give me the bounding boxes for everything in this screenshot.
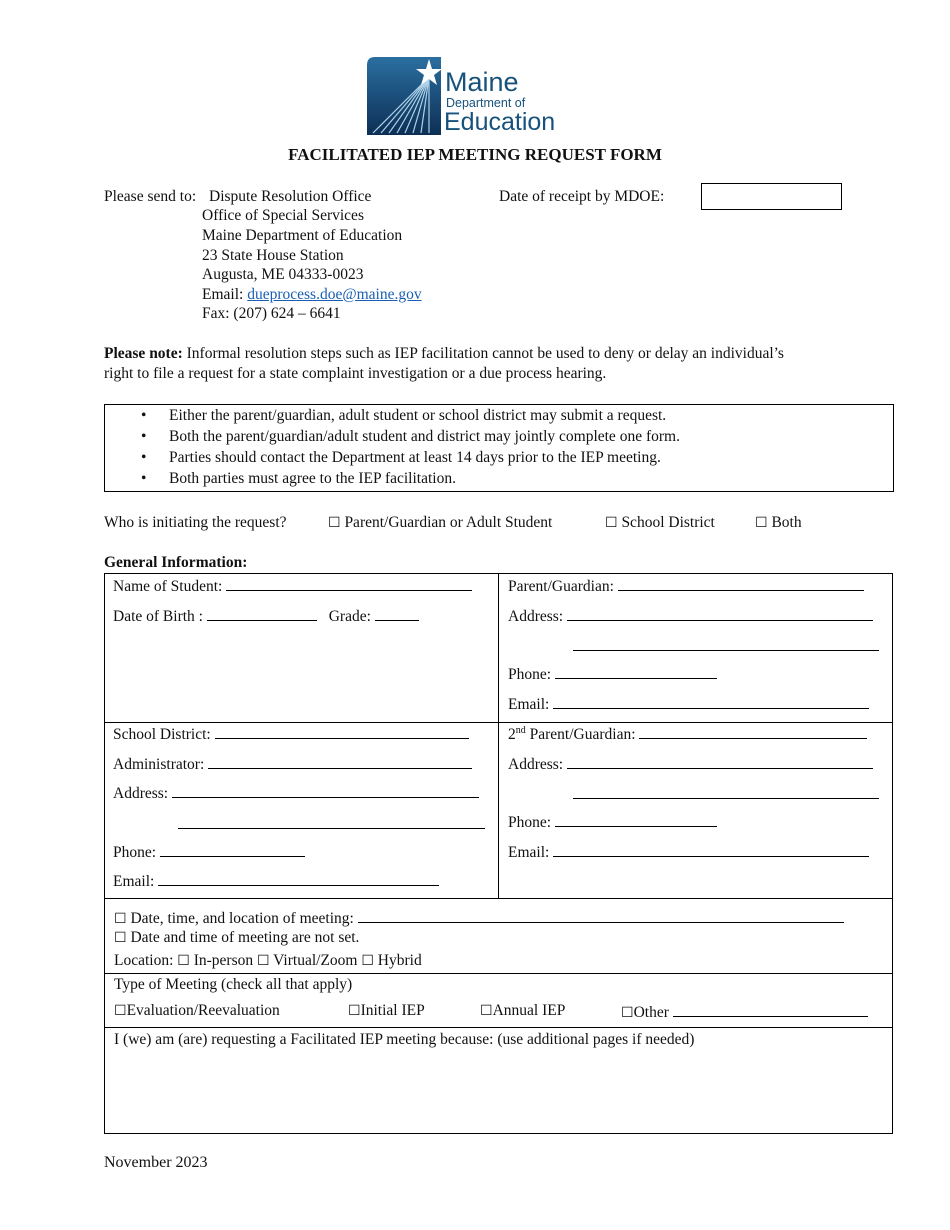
list-item: • Parties should contact the Department at least 14 days prior to the IEP meeting. <box>169 447 893 468</box>
district-phone-label: Phone: <box>113 844 157 861</box>
second-parent-cell <box>498 722 893 899</box>
grade-field[interactable] <box>375 606 419 621</box>
send-to-line-5: Augusta, ME 04333-0023 <box>202 266 364 283</box>
footer-date: November 2023 <box>104 1154 208 1171</box>
district-email-field[interactable] <box>158 871 439 886</box>
logo-line1: Maine <box>445 67 519 97</box>
second-parent-phone-field[interactable] <box>555 812 717 827</box>
second-parent-address-label: Address: <box>508 756 564 773</box>
send-to-line-3: Maine Department of Education <box>202 227 403 244</box>
administrator-label: Administrator: <box>113 756 205 773</box>
date-location-field[interactable] <box>358 908 844 923</box>
checkbox-virtual[interactable]: ☐ <box>257 953 270 969</box>
district-field[interactable] <box>215 724 469 739</box>
list-item: • Either the parent/guardian, adult student or school district may submit a request. <box>169 405 893 426</box>
star-icon <box>367 57 441 135</box>
maine-doe-logo <box>367 57 585 137</box>
parent-address-field[interactable] <box>567 606 873 621</box>
district-address-field-2[interactable] <box>178 814 485 829</box>
second-parent-field[interactable] <box>639 724 867 739</box>
parent-address-label: Address: <box>508 608 564 625</box>
reason-label: I (we) am (are) requesting a Facilitated IEP meeting because: (use additional pages if needed) <box>114 1031 695 1048</box>
parent-email-label: Email: <box>508 696 550 713</box>
parent-phone-label: Phone: <box>508 666 552 683</box>
date-location-label: Date, time, and location of meeting: <box>130 910 354 927</box>
type-evaluation: Evaluation/Reevaluation <box>126 1002 280 1019</box>
type-other: Other <box>633 1004 669 1021</box>
checkbox-parent[interactable]: ☐ <box>328 515 341 531</box>
logo-line3: Education <box>444 108 556 136</box>
district-address-label: Address: <box>113 785 169 802</box>
grade-label: Grade: <box>328 608 371 625</box>
parent-label: Parent/Guardian: <box>508 578 614 595</box>
receipt-label: Date of receipt by MDOE: <box>499 188 665 205</box>
location-label: Location: <box>114 952 174 969</box>
second-parent-address-field[interactable] <box>567 754 873 769</box>
type-initial-iep: Initial IEP <box>360 1002 425 1019</box>
logo-line2: Department of <box>446 96 526 110</box>
parent-address-field-2[interactable] <box>573 636 879 651</box>
location-hybrid: Hybrid <box>377 952 422 969</box>
checkbox-annual-iep[interactable]: ☐ <box>480 1003 493 1019</box>
district-address-field[interactable] <box>172 783 479 798</box>
parent-email-field[interactable] <box>553 694 869 709</box>
parent-phone-field[interactable] <box>555 664 717 679</box>
parent-field[interactable] <box>618 576 864 591</box>
meeting-type-heading: Type of Meeting (check all that apply) <box>114 976 353 993</box>
checkbox-evaluation[interactable]: ☐ <box>114 1003 127 1019</box>
administrator-field[interactable] <box>208 754 472 769</box>
list-item: • Both the parent/guardian/adult student and district may jointly complete one form. <box>169 426 893 447</box>
checkbox-in-person[interactable]: ☐ <box>177 953 190 969</box>
initiator-question: Who is initiating the request? <box>104 514 287 531</box>
second-parent-phone-label: Phone: <box>508 814 552 831</box>
checkbox-date-location[interactable]: ☐ <box>114 911 127 927</box>
list-item: • Both parties must agree to the IEP facilitation. <box>169 468 893 489</box>
location-virtual: Virtual/Zoom <box>273 952 358 969</box>
student-name-field[interactable] <box>226 576 472 591</box>
note-bold: Please note: <box>104 345 183 362</box>
send-to-line-1: Dispute Resolution Office <box>209 188 372 205</box>
second-parent-email-field[interactable] <box>553 842 869 857</box>
checkbox-hybrid[interactable]: ☐ <box>361 953 374 969</box>
send-to-line-2: Office of Special Services <box>202 207 364 224</box>
fax-line: Fax: (207) 624 – 6641 <box>202 305 341 322</box>
type-annual-iep: Annual IEP <box>492 1002 566 1019</box>
district-phone-field[interactable] <box>160 842 305 857</box>
form-title: FACILITATED IEP MEETING REQUEST FORM <box>288 145 662 164</box>
second-parent-sup: nd <box>515 724 526 736</box>
general-info-heading: General Information: <box>104 554 248 571</box>
note-text-1: Informal resolution steps such as IEP facilitation cannot be used to deny or delay an individual’s <box>182 345 784 362</box>
instructions-box <box>104 404 894 492</box>
send-to-label: Please send to: <box>104 188 197 205</box>
email-link[interactable]: dueprocess.doe@maine.gov <box>247 286 422 303</box>
note-text-2: right to file a request for a state complaint investigation or a due process hearing. <box>104 365 607 382</box>
second-parent-address-field-2[interactable] <box>573 784 879 799</box>
dob-field[interactable] <box>207 606 317 621</box>
checkbox-other[interactable]: ☐ <box>621 1005 634 1021</box>
location-in-person: In-person <box>193 952 254 969</box>
option-parent: Parent/Guardian or Adult Student <box>344 514 553 531</box>
second-parent-num: 2 <box>508 726 516 743</box>
second-parent-email-label: Email: <box>508 844 550 861</box>
receipt-date-field[interactable] <box>701 183 842 210</box>
second-parent-label: Parent/Guardian: <box>525 726 636 743</box>
checkbox-not-set[interactable]: ☐ <box>114 930 127 946</box>
checkbox-initial-iep[interactable]: ☐ <box>348 1003 361 1019</box>
checkbox-district[interactable]: ☐ <box>605 515 618 531</box>
send-to-line-4: 23 State House Station <box>202 247 344 264</box>
option-district: School District <box>621 514 715 531</box>
not-set-label: Date and time of meeting are not set. <box>130 929 360 946</box>
option-both: Both <box>771 514 802 531</box>
checkbox-both[interactable]: ☐ <box>755 515 768 531</box>
district-label: School District: <box>113 726 211 743</box>
dob-label: Date of Birth : <box>113 608 203 625</box>
other-field[interactable] <box>673 1002 868 1017</box>
email-label: Email: <box>202 286 244 303</box>
district-email-label: Email: <box>113 873 155 890</box>
student-name-label: Name of Student: <box>113 578 223 595</box>
